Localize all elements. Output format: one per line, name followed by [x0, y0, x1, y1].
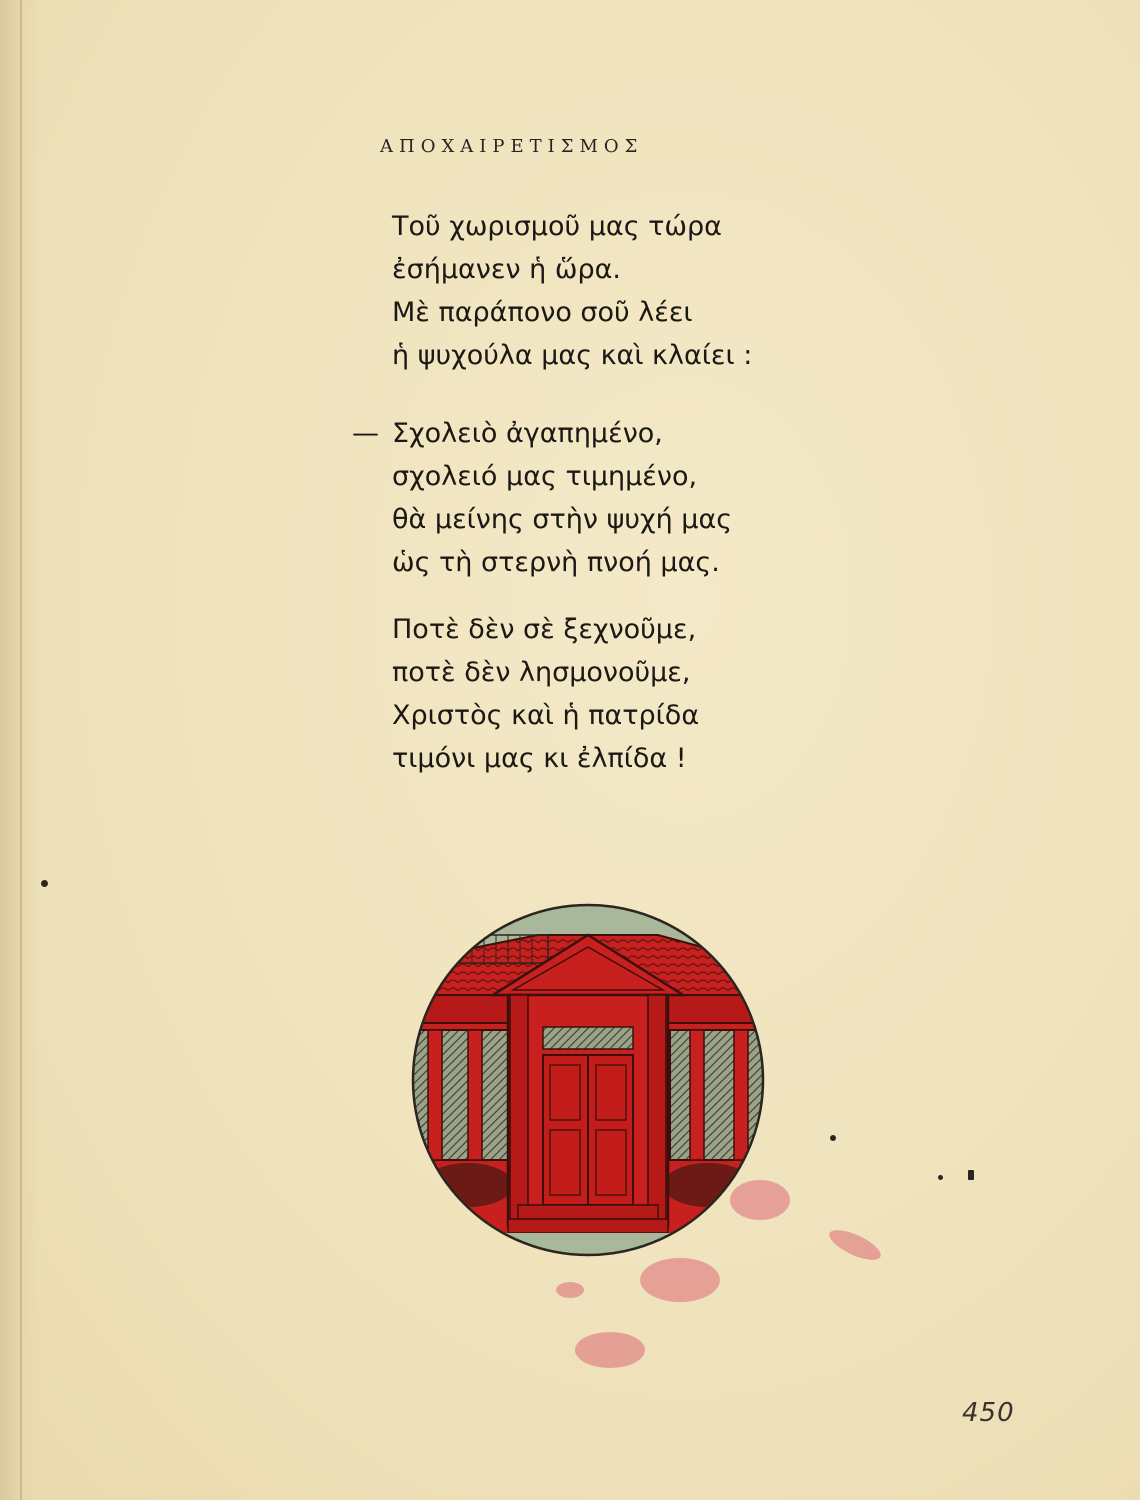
- poem-line: Σχολειὸ ἀγαπημένο,: [392, 418, 663, 449]
- poem-title: ΑΠΟΧΑΙΡΕΤΙΣΜΟΣ: [380, 136, 644, 157]
- poem-line: Ποτὲ δὲν σὲ ξεχνοῦμε,: [392, 614, 697, 645]
- poem-line: Τοῦ χωρισμοῦ μας τώρα: [392, 211, 722, 242]
- stanza-1: [392, 205, 872, 377]
- poem-line: τιμόνι μας κι ἐλπίδα !: [392, 743, 687, 774]
- poem-line: ὡς τὴ στερνὴ πνοή μας.: [392, 547, 720, 578]
- school-building-icon: [398, 895, 788, 1270]
- speck: [830, 1135, 836, 1141]
- poem-line: Χριστὸς καὶ ἡ πατρίδα: [392, 700, 700, 731]
- poem-line: ἡ ψυχούλα μας καὶ κλαίει :: [392, 340, 753, 371]
- speck: [968, 1170, 974, 1180]
- dialogue-dash: —: [352, 418, 379, 449]
- stanza-3: [392, 608, 872, 780]
- poem-line: Μὲ παράπονο σοῦ λέει: [392, 297, 693, 328]
- stanza-2: [392, 412, 872, 584]
- poem-line: ἐσήμανεν ἡ ὥρα.: [392, 254, 621, 285]
- binding-line: [20, 0, 22, 1500]
- poem-line: ποτὲ δὲν λησμονοῦμε,: [392, 657, 691, 688]
- speck: [41, 880, 48, 887]
- speck: [938, 1175, 943, 1180]
- page-number: 450: [962, 1398, 1015, 1428]
- poem-line: σχολειό μας τιμημένο,: [392, 461, 698, 492]
- poem-line: θὰ μείνης στὴν ψυχή μας: [392, 504, 733, 535]
